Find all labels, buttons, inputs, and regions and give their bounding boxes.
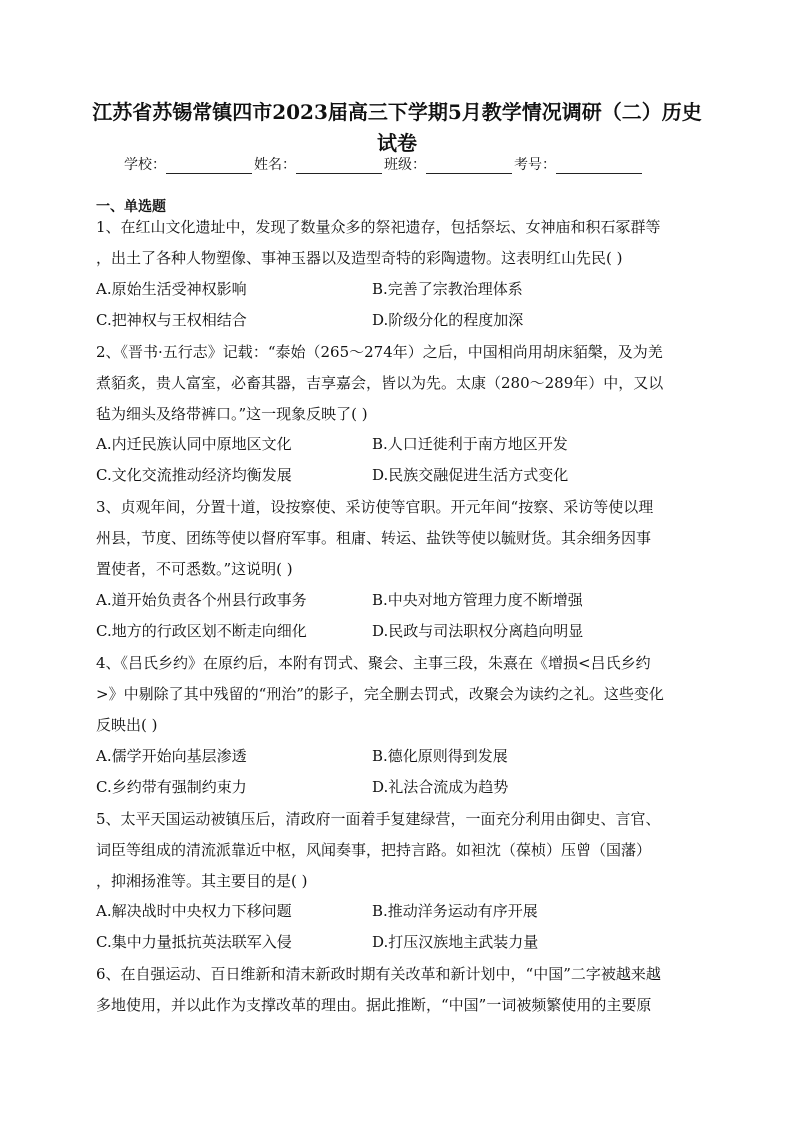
question-4: [96, 648, 700, 741]
option-c[interactable]: C.文化交流推动经济均衡发展: [96, 466, 292, 484]
question-5: [96, 804, 700, 897]
question-line: >》中剔除了其中残留的“刑治”的影子，完全删去罚式，改聚会为读约之礼。这些变化: [96, 685, 664, 703]
option-d[interactable]: D.民政与司法职权分离趋向明显: [372, 622, 584, 640]
question-2-options: [96, 429, 700, 491]
option-d[interactable]: D.阶级分化的程度加深: [372, 311, 524, 329]
option-b[interactable]: B.中央对地方管理力度不断增强: [372, 591, 583, 609]
class-label: 班级：: [384, 157, 426, 173]
question-line: 煮貊炙，贵人富室，必畜其器，吉享嘉会，皆以为先。太康（280～289年）中，又以: [96, 374, 664, 392]
option-b[interactable]: B.推动洋务运动有序开展: [372, 902, 538, 920]
option-c[interactable]: C.集中力量抵抗英法联军入侵: [96, 933, 292, 951]
option-b[interactable]: B.人口迁徙利于南方地区开发: [372, 435, 568, 453]
name-label: 姓名：: [254, 157, 296, 173]
option-a[interactable]: A.原始生活受神权影响: [96, 280, 247, 298]
question-line: ，抑湘扬淮等。其主要目的是( ): [96, 872, 308, 890]
question-5-options: [96, 896, 700, 958]
question-2: [96, 337, 700, 430]
class-blank[interactable]: [426, 159, 512, 174]
option-c[interactable]: C.乡约带有强制约束力: [96, 778, 247, 796]
question-4-options: [96, 741, 700, 803]
exam-title-line1: 江苏省苏锡常镇四市2023届高三下学期5月教学情况调研（二）历史: [92, 100, 702, 124]
exam-number-blank[interactable]: [556, 159, 642, 174]
exam-number-label: 考号：: [514, 157, 556, 173]
question-1: [96, 212, 700, 274]
question-line: 毡为细头及络带裤口。”这一现象反映了( ): [96, 405, 368, 423]
option-a[interactable]: A.儒学开始向基层渗透: [96, 747, 247, 765]
question-1-options: [96, 274, 700, 336]
question-line: 3、贞观年间，分置十道，设按察使、采访使等官职。开元年间“按察、采访等使以理: [96, 498, 654, 516]
question-6: [96, 959, 700, 1021]
option-d[interactable]: D.打压汉族地主武装力量: [372, 933, 539, 951]
name-blank[interactable]: [296, 159, 382, 174]
school-label: 学校：: [124, 157, 166, 173]
question-line: 词臣等组成的清流派靠近中枢，风闻奏事，把持言路。如袒沈（葆桢）压曾（国藩）: [96, 841, 652, 859]
option-c[interactable]: C.地方的行政区划不断走向细化: [96, 622, 307, 640]
option-c[interactable]: C.把神权与王权相结合: [96, 311, 247, 329]
question-line: 4、《吕氏乡约》在原约后，本附有罚式、聚会、主事三段，朱熹在《增损<吕氏乡约: [96, 654, 651, 672]
question-line: 5、太平天国运动被镇压后，清政府一面着手复建绿营，一面充分利用由御史、言官、: [96, 810, 661, 828]
question-line: 1、在红山文化遗址中，发现了数量众多的祭祀遗存，包括祭坛、女神庙和积石冢群等: [96, 218, 661, 236]
question-line: ，出土了各种人物塑像、事神玉器以及造型奇特的彩陶遗物。这表明红山先民( ): [96, 249, 623, 267]
option-a[interactable]: A.道开始负责各个州县行政事务: [96, 591, 307, 609]
question-line: 置使者，不可悉数。”这说明( ): [96, 560, 293, 578]
question-line: 多地使用，并以此作为支撑改革的理由。据此推断，“中国”一词被频繁使用的主要原: [96, 996, 652, 1014]
question-3: [96, 492, 700, 585]
option-a[interactable]: A.解决战时中央权力下移问题: [96, 902, 292, 920]
section-title: 一、单选题: [96, 199, 166, 215]
question-line: 反映出( ): [96, 716, 158, 734]
option-a[interactable]: A.内迁民族认同中原地区文化: [96, 435, 292, 453]
question-line: 2、《晋书·五行志》记载：“泰始（265～274年）之后，中国相尚用胡床貊槃，及为羌: [96, 343, 663, 361]
question-3-options: [96, 585, 700, 647]
option-b[interactable]: B.德化原则得到发展: [372, 747, 508, 765]
question-line: 6、在自强运动、百日维新和清末新政时期有关改革和新计划中，“中国”二字被越来越: [96, 965, 661, 983]
question-line: 州县，节度、团练等使以督府军事。租庸、转运、盐铁等使以毓财货。其余细务因事: [96, 529, 652, 547]
option-d[interactable]: D.礼法合流成为趋势: [372, 778, 509, 796]
option-b[interactable]: B.完善了宗教治理体系: [372, 280, 523, 298]
school-blank[interactable]: [166, 159, 252, 174]
exam-title-line2: 试卷: [377, 131, 417, 155]
option-d[interactable]: D.民族交融促进生活方式变化: [372, 466, 569, 484]
student-info-row: [124, 154, 644, 174]
